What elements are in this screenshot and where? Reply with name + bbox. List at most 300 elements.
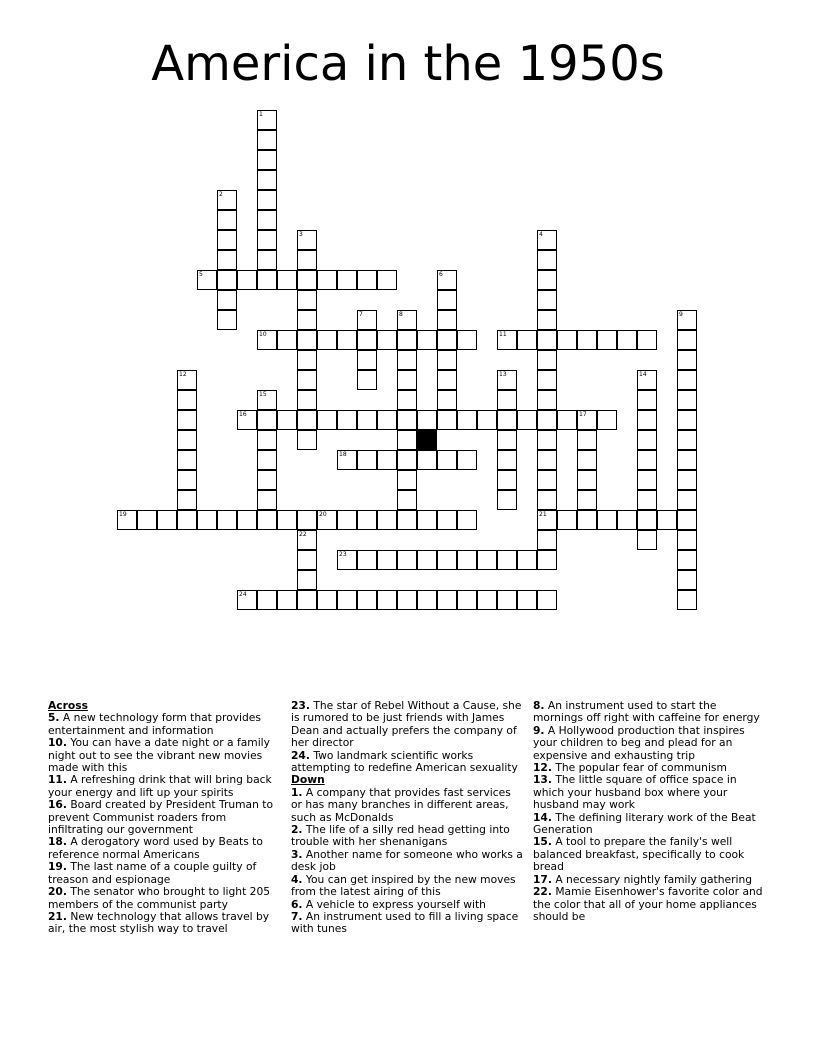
grid-cell[interactable] xyxy=(257,110,277,130)
clue-number: 18. xyxy=(48,835,67,849)
grid-cell[interactable] xyxy=(457,550,477,570)
grid-cell[interactable] xyxy=(397,410,417,430)
grid-cell[interactable] xyxy=(237,590,257,610)
grid-cell[interactable] xyxy=(637,450,657,470)
cell-number: 18 xyxy=(339,451,347,458)
clue-number: 24. xyxy=(291,748,310,762)
grid-cell[interactable] xyxy=(297,370,317,390)
grid-cell[interactable] xyxy=(537,310,557,330)
grid-cell[interactable] xyxy=(597,510,617,530)
cell-number: 1 xyxy=(259,111,263,118)
grid-cell[interactable] xyxy=(357,550,377,570)
grid-cell[interactable] xyxy=(537,490,557,510)
clue-number: 20. xyxy=(48,885,67,899)
clue-text: An instrument used to fill a living space with tunes xyxy=(291,909,519,936)
grid-cell[interactable] xyxy=(297,350,317,370)
grid-cell[interactable] xyxy=(437,510,457,530)
clue-number: 5. xyxy=(48,711,60,725)
grid-cell[interactable] xyxy=(177,370,197,390)
clue-text: A new technology form that provides entertainment and information xyxy=(48,711,261,737)
clue-text: Another name for someone who works a desk job xyxy=(291,847,523,874)
grid-cell[interactable] xyxy=(257,170,277,190)
grid-cell[interactable] xyxy=(677,550,697,570)
grid-cell[interactable] xyxy=(417,590,437,610)
black-square xyxy=(417,430,437,450)
grid-cell[interactable] xyxy=(377,590,397,610)
grid-cell[interactable] xyxy=(257,470,277,490)
grid-cell[interactable] xyxy=(497,450,517,470)
down-clue xyxy=(291,911,525,936)
grid-cell[interactable] xyxy=(437,310,457,330)
cell-number: 10 xyxy=(259,331,267,338)
grid-cell[interactable] xyxy=(237,510,257,530)
clue-text: The life of a silly red head getting into trouble with her shenanigans xyxy=(291,823,510,849)
grid-cell[interactable] xyxy=(257,330,277,350)
grid-cell[interactable] xyxy=(437,410,457,430)
down-clue xyxy=(533,886,767,923)
grid-cell[interactable] xyxy=(537,370,557,390)
cell-number: 24 xyxy=(239,591,247,598)
grid-cell[interactable] xyxy=(397,330,417,350)
cell-number: 5 xyxy=(199,271,203,278)
grid-cell[interactable] xyxy=(677,570,697,590)
grid-cell[interactable] xyxy=(677,330,697,350)
grid-cell[interactable] xyxy=(537,330,557,350)
clue-column-3 xyxy=(533,700,767,923)
grid-cell[interactable] xyxy=(597,410,617,430)
grid-cell[interactable] xyxy=(637,510,657,530)
across-heading: Across xyxy=(48,699,88,712)
clue-number: 7. xyxy=(291,909,303,923)
grid-cell[interactable] xyxy=(537,270,557,290)
clue-text: A necessary nightly family gathering xyxy=(551,872,753,886)
grid-cell[interactable] xyxy=(417,550,437,570)
grid-cell[interactable] xyxy=(637,410,657,430)
grid-cell[interactable] xyxy=(497,370,517,390)
grid-cell[interactable] xyxy=(497,410,517,430)
grid-cell[interactable] xyxy=(377,270,397,290)
grid-cell[interactable] xyxy=(297,550,317,570)
grid-cell[interactable] xyxy=(537,390,557,410)
grid-cell[interactable] xyxy=(237,270,257,290)
grid-cell[interactable] xyxy=(517,410,537,430)
down-clue xyxy=(291,787,525,824)
grid-cell[interactable] xyxy=(277,510,297,530)
grid-cell[interactable] xyxy=(397,550,417,570)
clue-text: A company that provides fast services or has many branches in different areas, such as McDonalds xyxy=(291,785,511,824)
grid-cell[interactable] xyxy=(417,330,437,350)
clue-text: The star of Rebel Without a Cause, she is rumored to be just friends with James Dean and actually prefers the company of her director xyxy=(291,699,522,750)
grid-cell[interactable] xyxy=(537,350,557,370)
clue-text: New technology that allows travel by air, the most stylish way to travel xyxy=(48,909,270,936)
grid-cell[interactable] xyxy=(377,450,397,470)
grid-cell[interactable] xyxy=(497,390,517,410)
grid-cell[interactable] xyxy=(477,590,497,610)
grid-cell[interactable] xyxy=(257,430,277,450)
clue-number: 1. xyxy=(291,785,303,799)
grid-cell[interactable] xyxy=(537,550,557,570)
cell-number: 2 xyxy=(219,191,223,198)
clue-text: The little square of office space in which your husband box where your husband may work xyxy=(533,773,737,812)
grid-cell[interactable] xyxy=(477,550,497,570)
grid-cell[interactable] xyxy=(397,350,417,370)
down-heading: Down xyxy=(291,773,325,787)
grid-cell[interactable] xyxy=(397,370,417,390)
clue-number: 19. xyxy=(48,860,67,874)
grid-cell[interactable] xyxy=(417,410,437,430)
clue-column-1 xyxy=(48,700,280,936)
grid-cell[interactable] xyxy=(177,510,197,530)
cell-number: 16 xyxy=(239,411,247,418)
grid-cell[interactable] xyxy=(357,270,377,290)
grid-cell[interactable] xyxy=(257,510,277,530)
grid-cell[interactable] xyxy=(277,270,297,290)
grid-cell[interactable] xyxy=(517,590,537,610)
grid-cell[interactable] xyxy=(257,190,277,210)
grid-cell[interactable] xyxy=(257,150,277,170)
grid-cell[interactable] xyxy=(377,330,397,350)
grid-cell[interactable] xyxy=(257,450,277,470)
grid-cell[interactable] xyxy=(437,390,457,410)
cell-number: 8 xyxy=(399,311,403,318)
grid-cell[interactable] xyxy=(377,410,397,430)
grid-cell[interactable] xyxy=(157,510,177,530)
grid-cell[interactable] xyxy=(437,350,457,370)
grid-cell[interactable] xyxy=(537,290,557,310)
grid-cell[interactable] xyxy=(617,330,637,350)
clue-text: A refreshing drink that will bring back your energy and lift up your spirits xyxy=(48,773,272,799)
grid-cell[interactable] xyxy=(357,330,377,350)
grid-cell[interactable] xyxy=(577,490,597,510)
clue-number: 23. xyxy=(291,699,310,712)
grid-cell[interactable] xyxy=(257,410,277,430)
grid-cell[interactable] xyxy=(537,230,557,250)
grid-cell[interactable] xyxy=(437,270,457,290)
down-clue xyxy=(533,725,767,762)
grid-cell[interactable] xyxy=(297,410,317,430)
grid-cell[interactable] xyxy=(297,510,317,530)
grid-cell[interactable] xyxy=(517,550,537,570)
grid-cell[interactable] xyxy=(297,570,317,590)
grid-cell[interactable] xyxy=(437,290,457,310)
clue-text: An instrument used to start the mornings off right with caffeine for energy xyxy=(533,699,760,725)
across-clue xyxy=(48,911,280,936)
grid-cell[interactable] xyxy=(497,330,517,350)
grid-cell[interactable] xyxy=(297,230,317,250)
grid-cell[interactable] xyxy=(577,470,597,490)
grid-cell[interactable] xyxy=(537,450,557,470)
grid-cell[interactable] xyxy=(457,590,477,610)
grid-cell[interactable] xyxy=(457,330,477,350)
grid-cell[interactable] xyxy=(217,250,237,270)
grid-cell[interactable] xyxy=(277,330,297,350)
grid-cell[interactable] xyxy=(397,310,417,330)
clue-text: The senator who brought to light 205 members of the communist party xyxy=(48,885,271,911)
clue-text: Mamie Eisenhower's favorite color and the color that all of your home appliances should be xyxy=(533,885,763,923)
grid-cell[interactable] xyxy=(357,510,377,530)
grid-cell[interactable] xyxy=(677,310,697,330)
grid-cell[interactable] xyxy=(417,450,437,470)
grid-cell[interactable] xyxy=(297,430,317,450)
grid-cell[interactable] xyxy=(137,510,157,530)
grid-cell[interactable] xyxy=(337,450,357,470)
grid-cell[interactable] xyxy=(297,390,317,410)
grid-cell[interactable] xyxy=(257,390,277,410)
grid-cell[interactable] xyxy=(677,530,697,550)
cell-number: 15 xyxy=(259,391,267,398)
grid-cell[interactable] xyxy=(637,430,657,450)
clue-text: You can get inspired by the new moves from the latest airing of this xyxy=(291,872,516,899)
grid-cell[interactable] xyxy=(177,490,197,510)
grid-cell[interactable] xyxy=(337,270,357,290)
down-clue xyxy=(533,836,767,873)
grid-cell[interactable] xyxy=(557,410,577,430)
grid-cell[interactable] xyxy=(257,590,277,610)
grid-cell[interactable] xyxy=(537,470,557,490)
grid-cell[interactable] xyxy=(257,490,277,510)
grid-cell[interactable] xyxy=(577,510,597,530)
grid-cell[interactable] xyxy=(297,290,317,310)
cell-number: 12 xyxy=(179,371,187,378)
across-clue xyxy=(48,836,280,861)
down-clues-b xyxy=(533,700,767,923)
grid-cell[interactable] xyxy=(597,330,617,350)
grid-cell[interactable] xyxy=(297,250,317,270)
grid-cell[interactable] xyxy=(677,590,697,610)
cell-number: 9 xyxy=(679,311,683,318)
grid-cell[interactable] xyxy=(497,430,517,450)
grid-cell[interactable] xyxy=(397,510,417,530)
grid-cell[interactable] xyxy=(277,410,297,430)
cell-number: 21 xyxy=(539,511,547,518)
grid-cell[interactable] xyxy=(297,310,317,330)
cell-number: 23 xyxy=(339,551,347,558)
grid-cell[interactable] xyxy=(537,530,557,550)
across-clue xyxy=(291,700,525,750)
clue-number: 11. xyxy=(48,773,67,787)
grid-cell[interactable] xyxy=(177,470,197,490)
cell-number: 11 xyxy=(499,331,507,338)
grid-cell[interactable] xyxy=(497,470,517,490)
down-clue xyxy=(533,700,767,725)
clue-text: A derogatory word used by Beats to reference normal Americans xyxy=(48,835,263,861)
down-clue xyxy=(533,774,767,811)
grid-cell[interactable] xyxy=(677,390,697,410)
down-clue xyxy=(533,812,767,837)
grid-cell[interactable] xyxy=(257,210,277,230)
clue-number: 12. xyxy=(533,761,552,775)
grid-cell[interactable] xyxy=(257,130,277,150)
grid-cell[interactable] xyxy=(677,510,697,530)
clue-number: 6. xyxy=(291,897,303,911)
clue-number: 22. xyxy=(533,885,552,899)
grid-cell[interactable] xyxy=(497,590,517,610)
grid-cell[interactable] xyxy=(477,410,497,430)
grid-cell[interactable] xyxy=(177,410,197,430)
grid-cell[interactable] xyxy=(297,590,317,610)
grid-cell[interactable] xyxy=(677,450,697,470)
grid-cell[interactable] xyxy=(117,510,137,530)
cell-number: 14 xyxy=(639,371,647,378)
clue-number: 14. xyxy=(533,810,552,824)
grid-cell[interactable] xyxy=(537,410,557,430)
grid-cell[interactable] xyxy=(257,230,277,250)
grid-cell[interactable] xyxy=(677,370,697,390)
grid-cell[interactable] xyxy=(457,510,477,530)
grid-cell[interactable] xyxy=(437,590,457,610)
clue-number: 16. xyxy=(48,798,67,812)
across-clues-a xyxy=(48,712,280,935)
grid-cell[interactable] xyxy=(637,390,657,410)
grid-cell[interactable] xyxy=(637,470,657,490)
grid-cell[interactable] xyxy=(537,590,557,610)
clue-text: The popular fear of communism xyxy=(551,761,727,775)
grid-cell[interactable] xyxy=(357,590,377,610)
grid-cell[interactable] xyxy=(577,430,597,450)
grid-cell[interactable] xyxy=(537,250,557,270)
grid-cell[interactable] xyxy=(357,410,377,430)
clue-number: 3. xyxy=(291,847,303,861)
grid-cell[interactable] xyxy=(537,510,557,530)
grid-cell[interactable] xyxy=(337,510,357,530)
grid-cell[interactable] xyxy=(257,270,277,290)
puzzle-title: America in the 1950s xyxy=(151,36,665,92)
grid-cell[interactable] xyxy=(657,510,677,530)
cell-number: 3 xyxy=(299,231,303,238)
grid-cell[interactable] xyxy=(677,430,697,450)
clue-number: 8. xyxy=(533,699,545,712)
grid-cell[interactable] xyxy=(397,390,417,410)
grid-cell[interactable] xyxy=(677,350,697,370)
grid-cell[interactable] xyxy=(577,450,597,470)
across-clue xyxy=(48,774,280,799)
clue-number: 2. xyxy=(291,823,303,837)
down-clue xyxy=(291,874,525,899)
cell-number: 19 xyxy=(119,511,127,518)
grid-cell[interactable] xyxy=(497,550,517,570)
grid-cell[interactable] xyxy=(637,370,657,390)
grid-cell[interactable] xyxy=(577,410,597,430)
grid-cell[interactable] xyxy=(637,330,657,350)
grid-cell[interactable] xyxy=(637,490,657,510)
grid-cell[interactable] xyxy=(317,330,337,350)
cell-number: 6 xyxy=(439,271,443,278)
grid-cell[interactable] xyxy=(397,430,417,450)
cell-number: 17 xyxy=(579,411,587,418)
down-clues-a xyxy=(291,787,525,936)
clue-column-2 xyxy=(291,700,525,936)
grid-cell[interactable] xyxy=(217,510,237,530)
cell-number: 20 xyxy=(319,511,327,518)
grid-cell[interactable] xyxy=(537,430,557,450)
clue-number: 15. xyxy=(533,835,552,849)
clue-number: 13. xyxy=(533,773,552,787)
grid-cell[interactable] xyxy=(217,210,237,230)
grid-cell[interactable] xyxy=(257,250,277,270)
grid-cell[interactable] xyxy=(337,330,357,350)
grid-cell[interactable] xyxy=(397,470,417,490)
grid-cell[interactable] xyxy=(357,310,377,330)
grid-cell[interactable] xyxy=(557,510,577,530)
grid-cell[interactable] xyxy=(437,370,457,390)
grid-cell[interactable] xyxy=(437,450,457,470)
grid-cell[interactable] xyxy=(377,550,397,570)
grid-cell[interactable] xyxy=(397,450,417,470)
grid-cell[interactable] xyxy=(337,410,357,430)
across-clue xyxy=(48,799,280,836)
clue-text: Board created by President Truman to prevent Communist roaders from infiltrating our government xyxy=(48,798,273,837)
grid-cell[interactable] xyxy=(677,490,697,510)
clue-text: A vehicle to express yourself with xyxy=(302,897,486,911)
grid-cell[interactable] xyxy=(177,390,197,410)
grid-cell[interactable] xyxy=(317,590,337,610)
grid-cell[interactable] xyxy=(437,550,457,570)
grid-cell[interactable] xyxy=(617,510,637,530)
grid-cell[interactable] xyxy=(457,410,477,430)
cell-number: 13 xyxy=(499,371,507,378)
cell-number: 4 xyxy=(539,231,543,238)
grid-cell[interactable] xyxy=(557,330,577,350)
grid-cell[interactable] xyxy=(437,330,457,350)
clue-number: 17. xyxy=(533,872,552,886)
grid-cell[interactable] xyxy=(317,510,337,530)
clue-text: You can have a date night or a family night out to see the vibrant new movies made with this xyxy=(48,736,270,775)
grid-cell[interactable] xyxy=(317,410,337,430)
grid-cell[interactable] xyxy=(337,550,357,570)
grid-cell[interactable] xyxy=(457,450,477,470)
cell-number: 7 xyxy=(359,311,363,318)
grid-cell[interactable] xyxy=(217,270,237,290)
grid-cell[interactable] xyxy=(217,310,237,330)
grid-cell[interactable] xyxy=(297,530,317,550)
grid-cell[interactable] xyxy=(357,450,377,470)
grid-cell[interactable] xyxy=(677,410,697,430)
grid-cell[interactable] xyxy=(177,450,197,470)
grid-cell[interactable] xyxy=(677,470,697,490)
grid-cell[interactable] xyxy=(217,190,237,210)
grid-cell[interactable] xyxy=(297,330,317,350)
grid-cell[interactable] xyxy=(237,410,257,430)
grid-cell[interactable] xyxy=(317,270,337,290)
grid-cell[interactable] xyxy=(577,330,597,350)
grid-cell[interactable] xyxy=(297,270,317,290)
grid-cell[interactable] xyxy=(277,590,297,610)
grid-cell[interactable] xyxy=(197,270,217,290)
grid-cell[interactable] xyxy=(177,430,197,450)
grid-cell[interactable] xyxy=(637,530,657,550)
grid-cell[interactable] xyxy=(337,590,357,610)
grid-cell[interactable] xyxy=(377,510,397,530)
grid-cell[interactable] xyxy=(517,330,537,350)
clue-text: Two landmark scientific works attempting to redefine American sexuality xyxy=(291,748,518,775)
grid-cell[interactable] xyxy=(217,290,237,310)
grid-cell[interactable] xyxy=(417,510,437,530)
clue-number: 21. xyxy=(48,909,67,923)
clue-number: 10. xyxy=(48,736,67,750)
grid-cell[interactable] xyxy=(217,230,237,250)
grid-cell[interactable] xyxy=(397,590,417,610)
across-clue xyxy=(48,886,280,911)
across-clue xyxy=(48,737,280,774)
across-clues-b xyxy=(291,700,525,774)
across-clue xyxy=(48,712,280,737)
grid-cell[interactable] xyxy=(197,510,217,530)
down-clue xyxy=(291,824,525,849)
grid-cell[interactable] xyxy=(497,490,517,510)
grid-cell[interactable] xyxy=(397,490,417,510)
grid-cell[interactable] xyxy=(357,350,377,370)
grid-cell[interactable] xyxy=(357,370,377,390)
